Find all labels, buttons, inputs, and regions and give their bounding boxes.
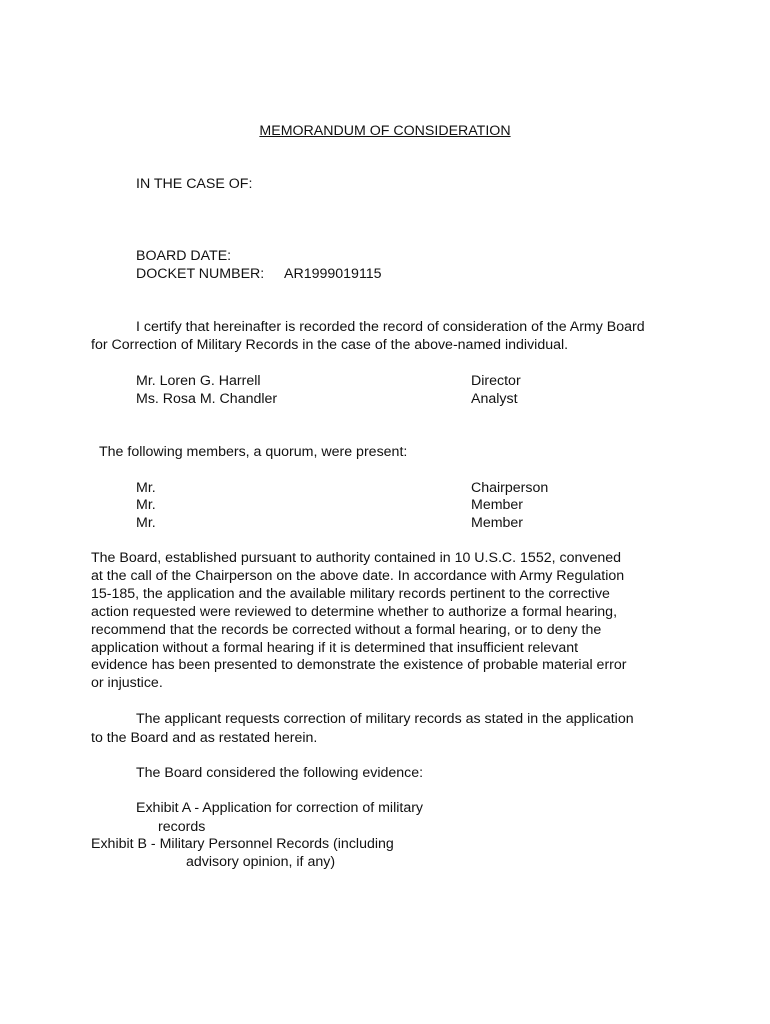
case-label: IN THE CASE OF: <box>136 176 253 192</box>
member-name: Mr. <box>136 497 156 513</box>
applicant-line-1: The applicant requests correction of military records as stated in the application <box>136 711 634 727</box>
applicant-line-2: to the Board and as restated herein. <box>91 730 318 746</box>
docket-number: AR1999019115 <box>284 266 382 282</box>
staff-name: Ms. Rosa M. Chandler <box>136 391 278 407</box>
paragraph-line: evidence has been presented to demonstrate the existence of probable material error <box>91 657 627 674</box>
member-role: Member <box>471 515 524 531</box>
exhibit-b-line-2: advisory opinion, if any) <box>186 854 336 870</box>
quorum-intro: The following members, a quorum, were present: <box>99 444 408 460</box>
paragraph-line: or injustice. <box>91 675 163 692</box>
certify-line-1: I certify that hereinafter is recorded the record of consideration of the Army Board <box>136 319 645 335</box>
exhibit-a-line-2: records <box>158 819 206 835</box>
certify-line-2: for Correction of Military Records in the case of the above-named individual. <box>91 337 569 353</box>
exhibit-a-line-1: Exhibit A - Application for correction of military <box>136 800 424 816</box>
board-paragraph <box>91 550 691 693</box>
board-date-label: BOARD DATE: <box>136 248 232 264</box>
docket-label: DOCKET NUMBER: <box>136 266 265 282</box>
member-name: Mr. <box>136 480 156 496</box>
staff-role: Analyst <box>471 391 518 407</box>
paragraph-line: action requested were reviewed to determine whether to authorize a formal hearing, <box>91 603 618 620</box>
paragraph-line: at the call of the Chairperson on the above date. In accordance with Army Regulation <box>91 567 625 584</box>
paragraph-line: recommend that the records be corrected without a formal hearing, or to deny the <box>91 621 602 638</box>
staff-name: Mr. Loren G. Harrell <box>136 373 261 389</box>
paragraph-line: 15-185, the application and the available military records pertinent to the corrective <box>91 585 610 602</box>
evidence-intro: The Board considered the following evidence: <box>136 765 424 781</box>
paragraph-line: application without a formal hearing if it is determined that insufficient relevant <box>91 639 579 656</box>
paragraph-line: The Board, established pursuant to authority contained in 10 U.S.C. 1552, convened <box>91 550 622 566</box>
member-name: Mr. <box>136 515 156 531</box>
staff-role: Director <box>471 373 521 389</box>
member-role: Member <box>471 497 524 513</box>
memo-title: MEMORANDUM OF CONSIDERATION <box>259 123 511 139</box>
exhibit-b-line-1: Exhibit B - Military Personnel Records (including <box>91 836 394 852</box>
member-role: Chairperson <box>471 480 549 496</box>
